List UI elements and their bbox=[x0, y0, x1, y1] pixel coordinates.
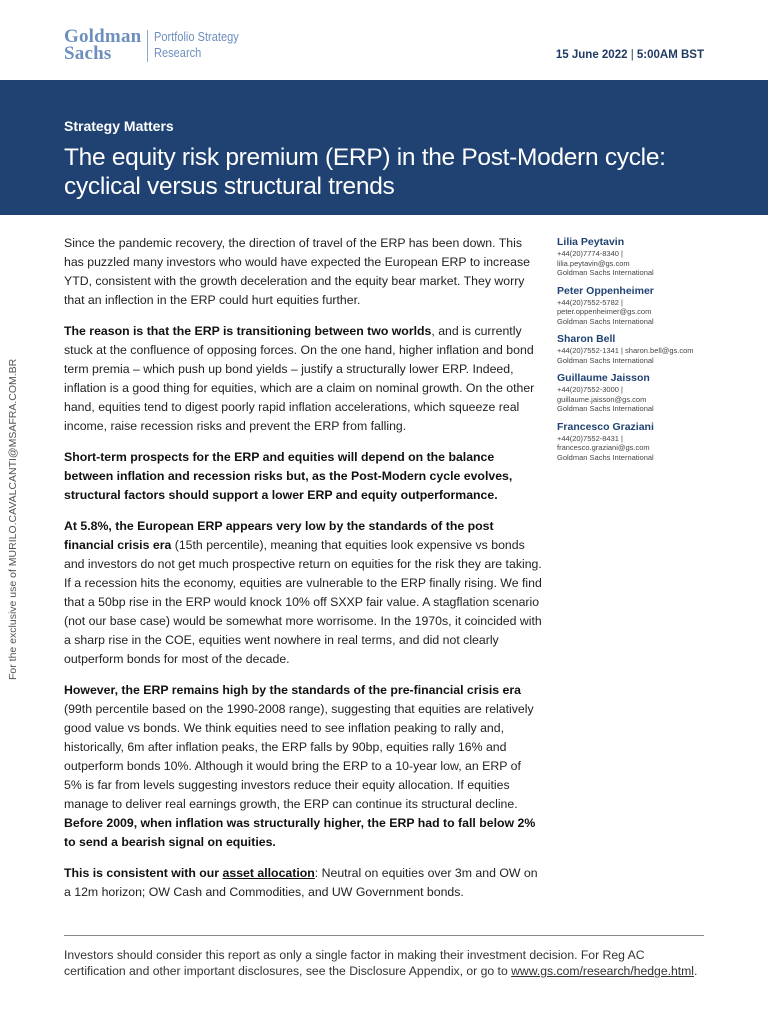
p4-text: (15th percentile), meaning that equities look expensive vs bonds and investors do not get much prospective return on equities for the risk they are taking. If a recession hits the economy, equities are vulnerable to the ERP finally rising. We find that a 50bp rise in the ERP would knock 10% off SXXP fair value. A stagflation scenario (not our base case) would be somewhat more worrisome. In the 1970s, it coincided with a sharp rise in the COE, equities went nowhere in real terms, and did not clearly outperform bonds for most of the decade. bbox=[64, 538, 542, 666]
time-text: 5:00AM BST bbox=[636, 49, 704, 61]
author-entry bbox=[557, 372, 717, 414]
p5-bold-2: Before 2009, when inflation was structurally higher, the ERP had to fall below 2% to send a bearish signal on equities. bbox=[64, 816, 536, 849]
author-email[interactable]: lilia.peytavin@gs.com bbox=[557, 258, 630, 268]
footer-text: Investors should consider this report as only a single factor in making their investment decision. For Reg AC certification and other important disclosures, see the Disclosure Appendix, or go to bbox=[64, 948, 645, 978]
footer-divider bbox=[64, 935, 704, 936]
logo-divider bbox=[147, 30, 148, 62]
goldman-sachs-logo bbox=[64, 28, 141, 62]
author-email[interactable]: peter.oppenheimer@gs.com bbox=[557, 307, 652, 316]
author-entry bbox=[557, 285, 717, 327]
paragraph-1 bbox=[64, 234, 542, 310]
p1-text: Since the pandemic recovery, the direction of travel of the ERP has been down. This has puzzled many investors who would have expected the European ERP to increase YTD, consistent with the growth deceleration and the equity bear market. They worry that an inflection in the ERP could hurt equities further. bbox=[64, 236, 530, 307]
date-separator: | bbox=[630, 49, 637, 61]
series-label: Strategy Matters bbox=[64, 118, 174, 134]
p5-text: (99th percentile based on the 1990-2008 range), suggesting that equities are relatively good value vs bonds. We think equities need to see inflation peaking to rally and, historically, 6m after inflation peaks, the ERP falls by 90bp, equities rally 16% and outperform bonds 10%. Although it would bring the ERP to a 10-year low, an ERP of 5% is far from levels suggesting investors reduce their equity allocation. If equities manage to deliver real earnings growth, the ERP can continue its structural decline. bbox=[64, 702, 534, 811]
watermark-text: For the exclusive use of MURILO.CAVALCANTI@MSAFRA.COM.BR bbox=[7, 358, 19, 680]
author-company: Goldman Sachs International bbox=[557, 452, 654, 462]
author-name: Peter Oppenheimer bbox=[557, 284, 654, 297]
title-line-1: The equity risk premium (ERP) in the Post-Modern cycle: bbox=[64, 144, 666, 171]
disclosure-footer bbox=[64, 947, 704, 979]
p6-text: : Neutral on equities over 3m and OW on a 12m horizon; OW Cash and Commodities, and UW Government bonds. bbox=[64, 866, 538, 899]
author-list bbox=[557, 236, 717, 469]
paragraph-2 bbox=[64, 322, 542, 436]
asset-allocation-link[interactable]: asset allocation bbox=[222, 866, 315, 880]
publication-date bbox=[556, 49, 704, 61]
logo-line-1: Goldman bbox=[64, 26, 142, 47]
division-line-1: Portfolio Strategy bbox=[154, 29, 239, 44]
author-name: Sharon Bell bbox=[557, 333, 616, 345]
author-phone: +44(20)7774-8340 | bbox=[557, 249, 623, 258]
exclusive-use-watermark bbox=[5, 340, 25, 685]
hedge-disclosure-link[interactable]: www.gs.com/research/hedge.html bbox=[511, 964, 695, 978]
paragraph-6 bbox=[64, 864, 542, 902]
p4-bold: At 5.8%, the European ERP appears very low by the standards of the post financial crisis era bbox=[64, 519, 494, 552]
author-company: Goldman Sachs International bbox=[557, 316, 654, 326]
division-name bbox=[154, 29, 239, 61]
author-company: Goldman Sachs International bbox=[557, 268, 654, 277]
author-name: Lilia Peytavin bbox=[557, 236, 625, 248]
author-email[interactable]: francesco.graziani@gs.com bbox=[557, 443, 650, 452]
paragraph-4 bbox=[64, 517, 542, 669]
author-phone: +44(20)7552-8431 | bbox=[557, 433, 623, 443]
author-company: Goldman Sachs International bbox=[557, 404, 654, 413]
author-phone-email[interactable]: +44(20)7552-1341 | sharon.bell@gs.com bbox=[557, 346, 694, 355]
p3-bold: Short-term prospects for the ERP and equities will depend on the balance between inflation and recession risks but, as the Post-Modern cycle evolves, structural factors should support a lower ERP and equity outperformance. bbox=[64, 450, 513, 502]
author-entry bbox=[557, 333, 717, 365]
p2-text: , and is currently stuck at the confluence of opposing forces. On the one hand, higher inflation and bond term premia – which push up bond yields – justify a structurally lower ERP. Indeed, inflation is a good thing for equities, which are a claim on nominal growth. On the other hand, equities tend to digest poorly rapid inflation accelerations, which squeeze real income, raise recession risks and prevent the ERP from falling. bbox=[64, 324, 535, 433]
p5-bold: However, the ERP remains high by the standards of the pre-financial crisis era bbox=[64, 683, 521, 697]
p6-bold: This is consistent with our bbox=[64, 866, 223, 880]
author-phone: +44(20)7552-5782 | bbox=[557, 297, 623, 307]
division-line-2: Research bbox=[154, 45, 202, 60]
logo-line-2: Sachs bbox=[64, 43, 112, 64]
author-entry bbox=[557, 421, 717, 463]
p2-bold: The reason is that the ERP is transitioning between two worlds bbox=[64, 324, 432, 338]
author-company: Goldman Sachs International bbox=[557, 355, 654, 365]
author-entry bbox=[557, 236, 717, 278]
report-title bbox=[64, 143, 704, 201]
paragraph-3 bbox=[64, 448, 542, 505]
paragraph-5 bbox=[64, 681, 542, 852]
report-body bbox=[64, 234, 542, 914]
report-header bbox=[0, 0, 768, 80]
title-line-2: cyclical versus structural trends bbox=[64, 173, 395, 200]
date-text: 15 June 2022 bbox=[555, 49, 628, 61]
footer-period: . bbox=[694, 964, 698, 978]
author-name: Guillaume Jaisson bbox=[557, 372, 650, 384]
author-phone: +44(20)7552-3000 | bbox=[557, 385, 623, 394]
author-email[interactable]: guillaume.jaisson@gs.com bbox=[557, 394, 647, 404]
author-name: Francesco Graziani bbox=[557, 420, 654, 433]
